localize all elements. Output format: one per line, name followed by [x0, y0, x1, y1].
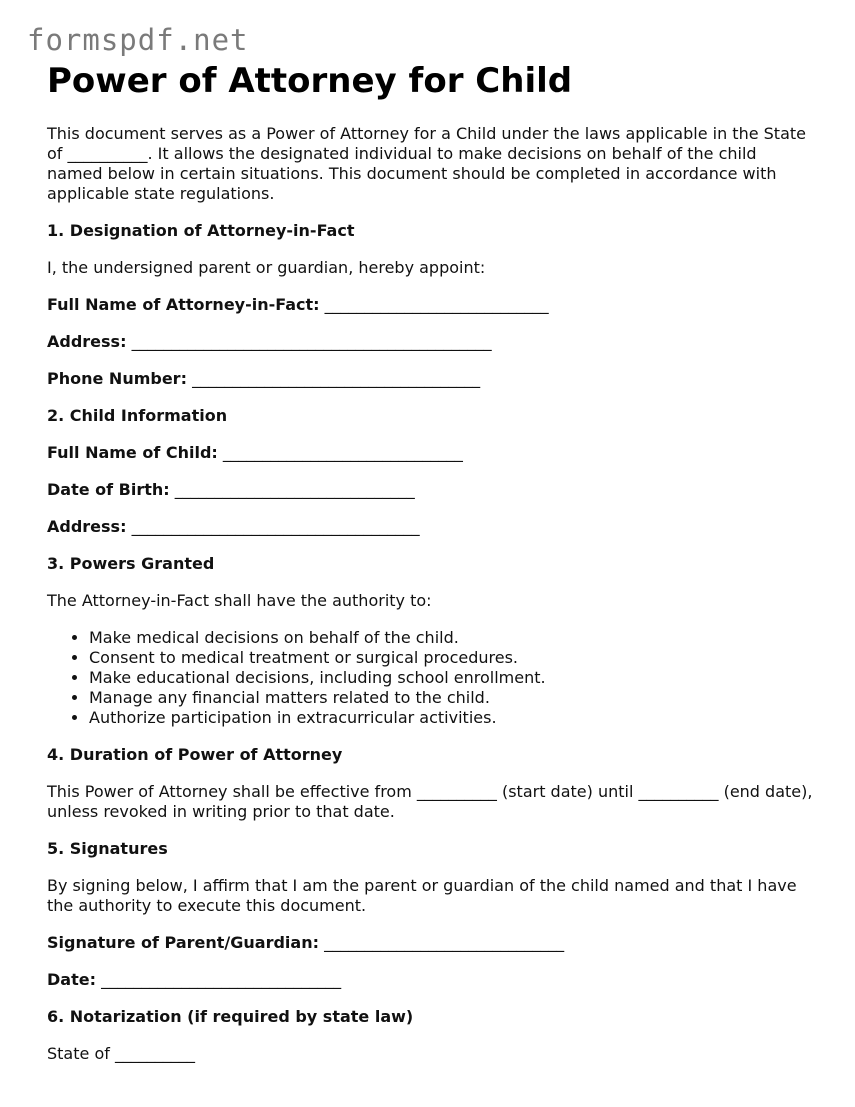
field-label: Address:: [47, 332, 127, 351]
signature-date-field: [47, 970, 817, 990]
list-item: • Authorize participation in extracurricular activities.: [89, 708, 817, 728]
signature-blank[interactable]: ______________________________: [324, 933, 565, 952]
field-label: Date of Birth:: [47, 480, 170, 499]
field-label: Full Name of Child:: [47, 443, 218, 462]
section-4-text: This Power of Attorney shall be effective from __________ (start date) until __________ (end date), unless revoked in writing prior to that date.: [47, 782, 813, 821]
section-5-title: 5. Signatures: [47, 839, 168, 858]
attorney-name-field: [47, 295, 817, 315]
child-dob-blank[interactable]: ______________________________: [174, 480, 415, 499]
section-3-title: 3. Powers Granted: [47, 554, 215, 573]
list-item: • Make medical decisions on behalf of the child.: [89, 628, 817, 648]
field-label: Date:: [47, 970, 96, 989]
attorney-address-blank[interactable]: _____________________________________________: [131, 332, 492, 351]
attorney-address-field: [47, 332, 817, 352]
attorney-phone-field: [47, 369, 817, 389]
document-page: [47, 60, 817, 1064]
section-6-title: 6. Notarization (if required by state law): [47, 1007, 414, 1026]
watermark: formspdf.net: [27, 23, 249, 57]
signature-date-blank[interactable]: ______________________________: [101, 970, 342, 989]
section-5-text: By signing below, I affirm that I am the parent or guardian of the child named and that I have the authority to execute this document.: [47, 876, 797, 915]
child-dob-field: [47, 480, 817, 500]
field-label: Address:: [47, 517, 127, 536]
list-item: • Make educational decisions, including school enrollment.: [89, 668, 817, 688]
list-item: • Consent to medical treatment or surgical procedures.: [89, 648, 817, 668]
list-item: • Manage any financial matters related to the child.: [89, 688, 817, 708]
field-label: Phone Number:: [47, 369, 187, 388]
child-name-field: [47, 443, 817, 463]
field-label: Full Name of Attorney-in-Fact:: [47, 295, 320, 314]
section-1-text: I, the undersigned parent or guardian, hereby appoint:: [47, 258, 486, 277]
signature-field: [47, 933, 817, 953]
child-address-blank[interactable]: ____________________________________: [131, 517, 420, 536]
section-4-title: 4. Duration of Power of Attorney: [47, 745, 343, 764]
section-1-title: 1. Designation of Attorney-in-Fact: [47, 221, 355, 240]
child-name-blank[interactable]: ______________________________: [222, 443, 463, 462]
attorney-name-blank[interactable]: ____________________________: [324, 295, 549, 314]
attorney-phone-blank[interactable]: ____________________________________: [192, 369, 481, 388]
section-6-text: State of __________: [47, 1044, 195, 1063]
section-3-text: The Attorney-in-Fact shall have the authority to:: [47, 591, 432, 610]
child-address-field: [47, 517, 817, 537]
document-title: Power of Attorney for Child: [47, 61, 573, 101]
intro-paragraph: This document serves as a Power of Attorney for a Child under the laws applicable in the State of __________. It allows the designated individual to make decisions on behalf of the child named below in certain situations. This document should be completed in accordance with applicable state regulations.: [47, 124, 806, 203]
field-label: Signature of Parent/Guardian:: [47, 933, 319, 952]
section-2-title: 2. Child Information: [47, 406, 228, 425]
powers-list: [47, 628, 817, 728]
